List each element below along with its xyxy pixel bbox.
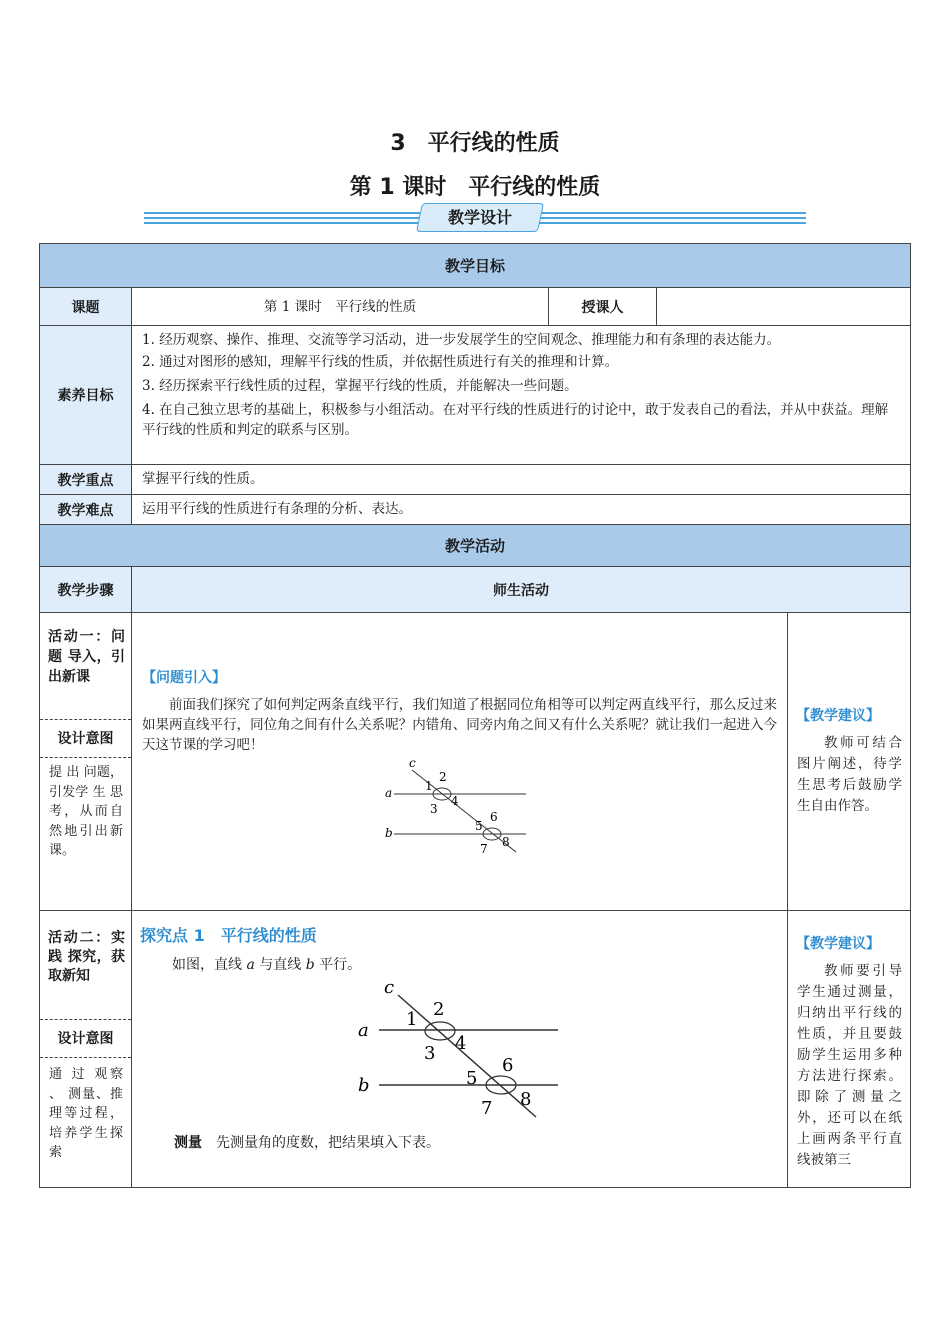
activity-one-suggestion: [788, 613, 910, 910]
activity-two-content: [132, 911, 788, 1187]
intro-text: 前面我们探究了如何判定两条直线平行，我们知道了根据同位角相等可以判定两直线平行，那么反过来如果两直线平行，同位角之间有什么关系呢？内错角、同旁内角之间又有什么关系呢？就让我们一起进入今天这节课的学习吧！: [142, 697, 777, 753]
angle-label: 5: [475, 819, 483, 833]
activity-one-intent-label: 设计意图: [57, 731, 114, 747]
suggest-text: 教师要引导学生通过测量，归纳出平行线的性质，并且要鼓励学生运用多种方法进行探索。即除了测量之外，还可以在纸上画两条平行直线被第三: [797, 963, 902, 1168]
label-a: a: [385, 786, 393, 800]
key-point-label: 教学重点: [40, 465, 132, 494]
activity-two-intent-label: 设计意图: [57, 1031, 114, 1047]
banner-label: 教学设计: [447, 208, 512, 227]
angle-label: 3: [430, 802, 438, 816]
measure-text: 测量 先测量角的度数，把结果填入下表。: [174, 1135, 440, 1151]
difficulty-row: [40, 495, 910, 525]
intro-heading: 【问题引入】: [142, 670, 226, 686]
activity-two-left: [40, 911, 132, 1187]
angle-label: 1: [425, 779, 433, 793]
angle-label: 5: [466, 1068, 478, 1089]
angle-label: 6: [490, 810, 498, 824]
activity-two-row: [40, 911, 910, 1187]
lesson-subtitle: 第 1 课时 平行线的性质: [349, 175, 601, 200]
angle-label: 8: [502, 835, 510, 849]
activity-label: 师生活动: [493, 582, 549, 599]
angle-label: 3: [424, 1043, 436, 1064]
activity-columns-row: [40, 567, 910, 613]
angle-label: 2: [433, 999, 445, 1020]
activity-one-name: 活动一：问 题 导入，引出新课: [48, 629, 125, 685]
literacy-label: 素养目标: [40, 326, 132, 464]
angle-label: 4: [451, 794, 459, 808]
label-c: c: [409, 757, 416, 770]
activity-one-content: [132, 613, 788, 910]
objectives-header: 教学目标: [40, 244, 910, 288]
suggest-heading: 【教学建议】: [796, 936, 880, 952]
angle-label: 4: [455, 1033, 467, 1054]
activity-two-suggestion: [788, 911, 910, 1187]
key-point-value: 掌握平行线的性质。: [142, 471, 264, 487]
literacy-row: [40, 326, 910, 465]
explore-heading: 探究点 1 平行线的性质: [140, 926, 317, 945]
activity-two-intent-text: 通 过 观察 、 测量、推理等过程，培养学生探索: [49, 1067, 123, 1160]
activities-header: 教学活动: [40, 525, 910, 567]
angle-label: 6: [502, 1055, 514, 1076]
key-point-row: [40, 465, 910, 495]
angle-label: 8: [520, 1089, 532, 1110]
angle-label: 2: [439, 770, 447, 784]
activity-two-name: 活动二：实 践 探究，获取新知: [48, 930, 125, 984]
literacy-list: [132, 326, 910, 464]
literacy-item: 3. 经历探索平行线性质的过程，掌握平行线的性质，并能解决一些问题。: [142, 378, 578, 394]
topic-row: [40, 288, 910, 326]
angle-label: 7: [481, 1098, 493, 1119]
parallel-lines-figure-large: [354, 981, 564, 1121]
steps-label: 教学步骤: [40, 567, 132, 612]
activity-one-intent-text: 提 出 问题，引发学 生 思考，从而自然地引出新课。: [49, 765, 123, 858]
suggest-heading: 【教学建议】: [796, 708, 880, 724]
measure-label: 测量: [174, 1135, 202, 1151]
explore-text: 如图，直线 a 与直线 b 平行。: [172, 957, 362, 973]
label-b: b: [385, 826, 393, 840]
lesson-plan-table: [39, 243, 911, 1188]
angle-label: 7: [480, 842, 488, 856]
label-c: c: [384, 981, 395, 998]
literacy-item: 4. 在自己独立思考的基础上，积极参与小组活动。在对平行线的性质进行的讨论中，敢于发表自己的看法，并从中获益。理解平行线的性质和判定的联系与区别。: [142, 402, 889, 438]
suggest-text: 教师可结合图片阐述，待学生思考后鼓励学生自由作答。: [797, 735, 902, 814]
parallel-lines-figure-small: [382, 757, 532, 857]
teacher-label: 授课人: [549, 288, 657, 325]
activity-one-left: [40, 613, 132, 910]
label-a: a: [358, 1020, 369, 1041]
angle-label: 1: [406, 1009, 418, 1030]
topic-label: 课题: [40, 288, 132, 325]
literacy-item: 1. 经历观察、操作、推理、交流等学习活动，进一步发展学生的空间观念、推理能力和有条理的表达能力。: [142, 332, 781, 348]
activity-one-row: [40, 613, 910, 911]
topic-value: 第 1 课时 平行线的性质: [132, 288, 549, 325]
difficulty-label: 教学难点: [40, 495, 132, 524]
literacy-item: 2. 通过对图形的感知，理解平行线的性质，并依据性质进行有关的推理和计算。: [142, 354, 619, 370]
var-b: b: [305, 957, 315, 973]
teacher-value: [657, 288, 910, 325]
label-b: b: [358, 1075, 370, 1096]
var-a: a: [246, 957, 255, 973]
difficulty-value: 运用平行线的性质进行有条理的分析、表达。: [142, 501, 412, 517]
section-banner: [144, 203, 806, 233]
lesson-title: 3 平行线的性质: [390, 131, 560, 156]
